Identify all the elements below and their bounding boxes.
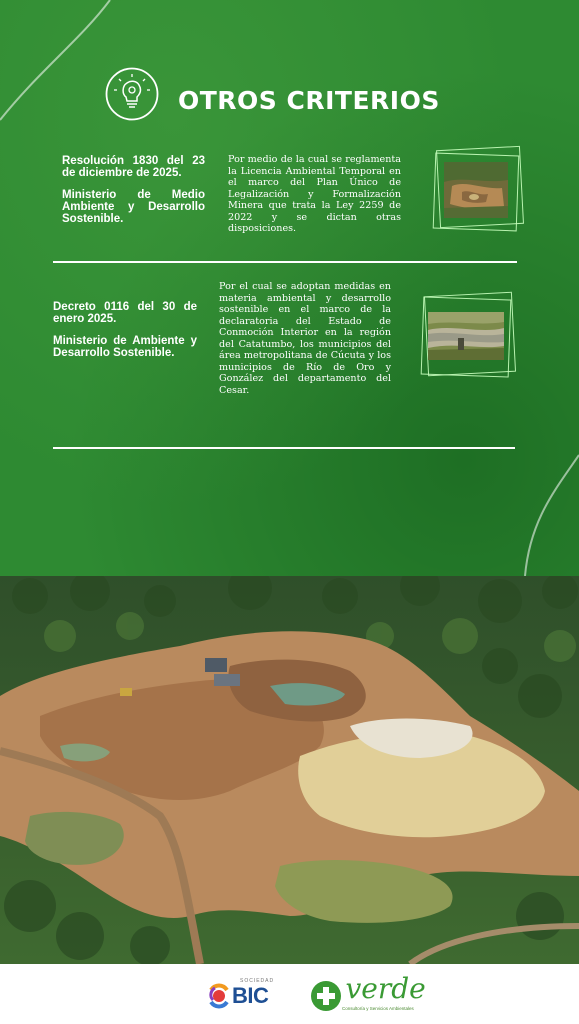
mining-site-thumbnail <box>444 162 508 218</box>
logo-verde-text: verde <box>345 972 426 1005</box>
entry-2-entity: Ministerio de Ambiente y Desarrollo Sostenible. <box>53 335 197 359</box>
entry-2-description: Por el cual se adoptan medidas en materia ambiental y desarrollo sostenible en el marco de la declaratoria del Estado de Conmoción Interior en la región del Catatumbo, los municipios del área metropolitana de Cúcuta y los municipios de Río de Oro y González del departamento del Cesar. <box>219 281 391 396</box>
divider-2 <box>53 447 515 449</box>
entry-1-entity: Ministerio de Medio Ambiente y Desarrollo Sostenible. <box>62 189 205 225</box>
entry-1-label <box>62 155 205 225</box>
entry-1-resolution: Resolución 1830 del 23 de diciembre de 2025. <box>62 155 205 179</box>
lightbulb-gear-icon <box>105 67 159 121</box>
logo-bic-small-text: SOCIEDAD <box>240 978 275 984</box>
entry-2-label <box>53 301 197 359</box>
logo-bic-text: BIC <box>232 983 269 1008</box>
entry-2-photo <box>420 292 516 378</box>
aerial-mining-illustration <box>0 576 579 964</box>
footer <box>0 964 579 1024</box>
page-title: OTROS CRITERIOS <box>178 86 440 115</box>
aerial-mining-photo <box>0 576 579 964</box>
logo-verde-subtitle: Consultoría y Servicios Ambientales <box>342 1006 414 1011</box>
river-landscape-thumbnail <box>428 312 504 360</box>
entry-1-photo <box>432 148 522 230</box>
entry-2-decree: Decreto 0116 del 30 de enero 2025. <box>53 301 197 325</box>
entry-1-description: Por medio de la cual se reglamenta la Licencia Ambiental Temporal en el marco del Plan Único de Legalización y Formalización Minera que trata la Ley 2259 de 2022 y se dictan otras disposiciones. <box>228 154 401 234</box>
divider-1 <box>53 261 517 263</box>
